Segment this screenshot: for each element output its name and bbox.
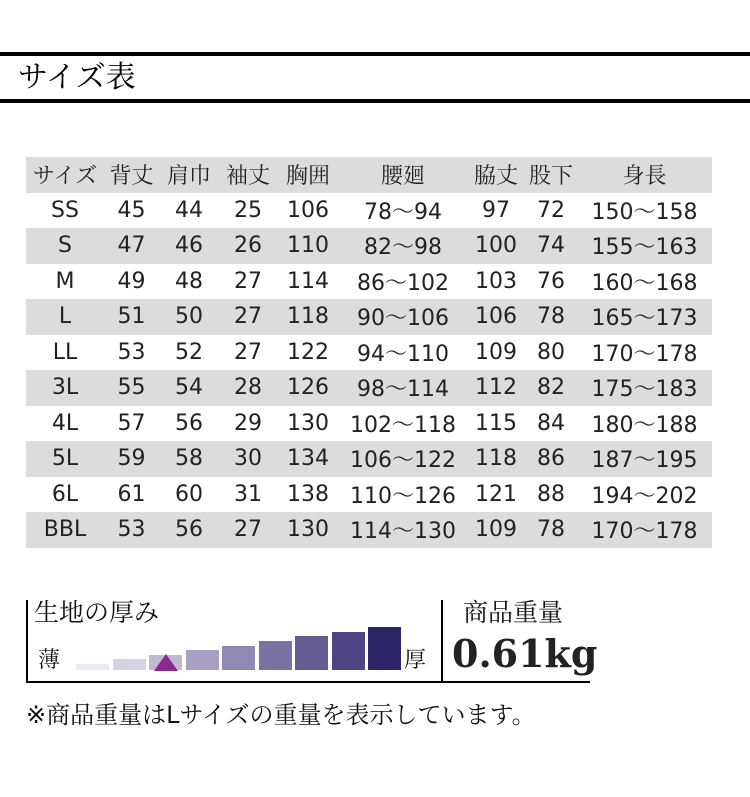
table-cell: 50 [175,304,203,330]
thickness-level-bar [76,664,109,670]
table-cell: 130 [287,517,329,543]
table-row [26,228,712,264]
table-cell: 106 [475,304,517,330]
table-cell: 72 [537,197,565,223]
table-cell: 138 [287,481,329,507]
table-cell: 60 [175,481,203,507]
table-cell: 54 [175,375,203,401]
weight-note: ※商品重量はLサイズの重量を表示しています。 [26,701,536,729]
thin-label: 薄 [38,648,61,673]
size-name-cell: 5L [51,446,79,472]
table-cell: 94～110 [357,341,449,367]
table-cell: 180～188 [591,412,698,438]
table-cell: 82 [537,375,565,401]
table-cell: 49 [117,268,146,294]
table-cell: 44 [175,197,203,223]
size-name-cell: 6L [51,481,79,507]
table-cell: 61 [117,481,146,507]
table-row [26,299,712,335]
size-name-cell: 3L [51,375,79,401]
thick-label: 厚 [404,648,427,673]
table-cell: 165～173 [591,306,698,332]
table-row [26,512,712,548]
thickness-level-bar [332,632,365,670]
table-cell: 100 [475,233,517,259]
size-name-cell: SS [51,197,79,223]
table-cell: 170～178 [591,341,698,367]
table-cell: 78 [537,304,565,330]
thickness-label: 生地の厚み [34,598,160,627]
page-title: サイズ表 [18,60,136,95]
thickness-level-bar [259,641,292,670]
table-cell: 115 [475,410,517,436]
table-cell: 29 [234,410,262,436]
table-cell: 98～114 [357,377,449,403]
size-table [26,157,712,548]
table-cell: 76 [537,268,565,294]
table-header-cell: 肩巾 [166,164,211,190]
table-row [26,264,712,300]
table-cell: 160～168 [591,270,698,296]
table-cell: 59 [117,446,146,472]
table-cell: 27 [234,339,262,365]
table-cell: 106 [287,197,329,223]
size-name-cell: 4L [51,410,79,436]
table-cell: 114～130 [350,519,456,545]
table-cell: 102～118 [350,412,456,438]
table-cell: 194～202 [591,483,698,509]
table-cell: 110～126 [350,483,456,509]
table-cell: 134 [287,446,329,472]
table-cell: 86 [537,446,565,472]
table-cell: 118 [287,304,329,330]
table-cell: 46 [175,233,203,259]
table-cell: 56 [175,517,203,543]
table-cell: 48 [175,268,203,294]
table-cell: 103 [475,268,517,294]
panel-divider [441,600,443,683]
table-cell: 27 [234,268,262,294]
thickness-level-bar [222,646,255,671]
table-cell: 53 [117,339,146,365]
table-header-row [26,157,712,193]
table-header-cell: 袖丈 [225,164,270,190]
table-cell: 150～158 [591,199,698,225]
table-cell: 175～183 [591,377,698,403]
table-cell: 155～163 [591,235,698,261]
title-bottom-rule [0,99,750,103]
table-cell: 82～98 [364,235,442,261]
thickness-level-bar [295,636,328,670]
size-name-cell: LL [52,339,78,365]
table-cell: 56 [175,410,203,436]
table-cell: 114 [287,268,329,294]
size-name-cell: S [58,233,72,259]
weight-value: 0.61kg [452,631,598,676]
table-cell: 106～122 [350,448,456,474]
thickness-level-bar [113,659,146,670]
table-cell: 130 [287,410,329,436]
table-cell: 118 [475,446,517,472]
table-cell: 28 [234,375,262,401]
table-cell: 122 [287,339,329,365]
panel-bottom-border [26,681,590,683]
thickness-level-bar [368,627,401,670]
table-cell: 110 [287,233,329,259]
table-cell: 97 [482,197,510,223]
table-header-cell: 腰廻 [380,164,425,190]
table-cell: 109 [475,517,517,543]
table-cell: 47 [117,233,146,259]
table-cell: 45 [117,197,146,223]
table-header-cell: 胸囲 [285,164,330,190]
table-cell: 31 [234,481,262,507]
table-cell: 30 [234,446,262,472]
table-row [26,193,712,229]
table-row [26,335,712,371]
size-name-cell: M [55,268,75,294]
table-cell: 90～106 [357,306,449,332]
table-cell: 84 [537,410,565,436]
title-top-rule [0,52,750,56]
table-cell: 126 [287,375,329,401]
panel-left-border [26,600,28,682]
table-cell: 25 [234,197,262,223]
table-cell: 27 [234,517,262,543]
table-cell: 74 [537,233,565,259]
table-header-cell: 身長 [622,164,667,190]
thickness-indicator-marker [154,654,178,671]
size-name-cell: BBL [43,517,87,543]
table-header-cell: 背丈 [109,164,154,190]
table-header-cell: 脇丈 [473,164,518,190]
table-cell: 86～102 [357,270,449,296]
table-header-cell: 股下 [528,164,573,190]
table-row [26,477,712,513]
table-cell: 112 [475,375,517,401]
table-cell: 57 [117,410,146,436]
table-cell: 78 [537,517,565,543]
table-cell: 88 [537,481,565,507]
table-header-cell: サイズ [32,164,98,190]
table-cell: 53 [117,517,146,543]
table-cell: 51 [117,304,146,330]
table-cell: 109 [475,339,517,365]
table-cell: 58 [175,446,203,472]
table-cell: 26 [234,233,262,259]
table-cell: 52 [175,339,203,365]
size-name-cell: L [58,304,72,330]
table-row [26,370,712,406]
thickness-level-bar [186,650,219,670]
table-row [26,406,712,442]
table-cell: 170～178 [591,519,698,545]
table-cell: 121 [475,481,517,507]
table-cell: 55 [117,375,146,401]
table-cell: 27 [234,304,262,330]
table-cell: 187～195 [591,448,698,474]
weight-label: 商品重量 [463,598,564,627]
table-cell: 78～94 [364,199,442,225]
table-cell: 80 [537,339,565,365]
table-row [26,441,712,477]
